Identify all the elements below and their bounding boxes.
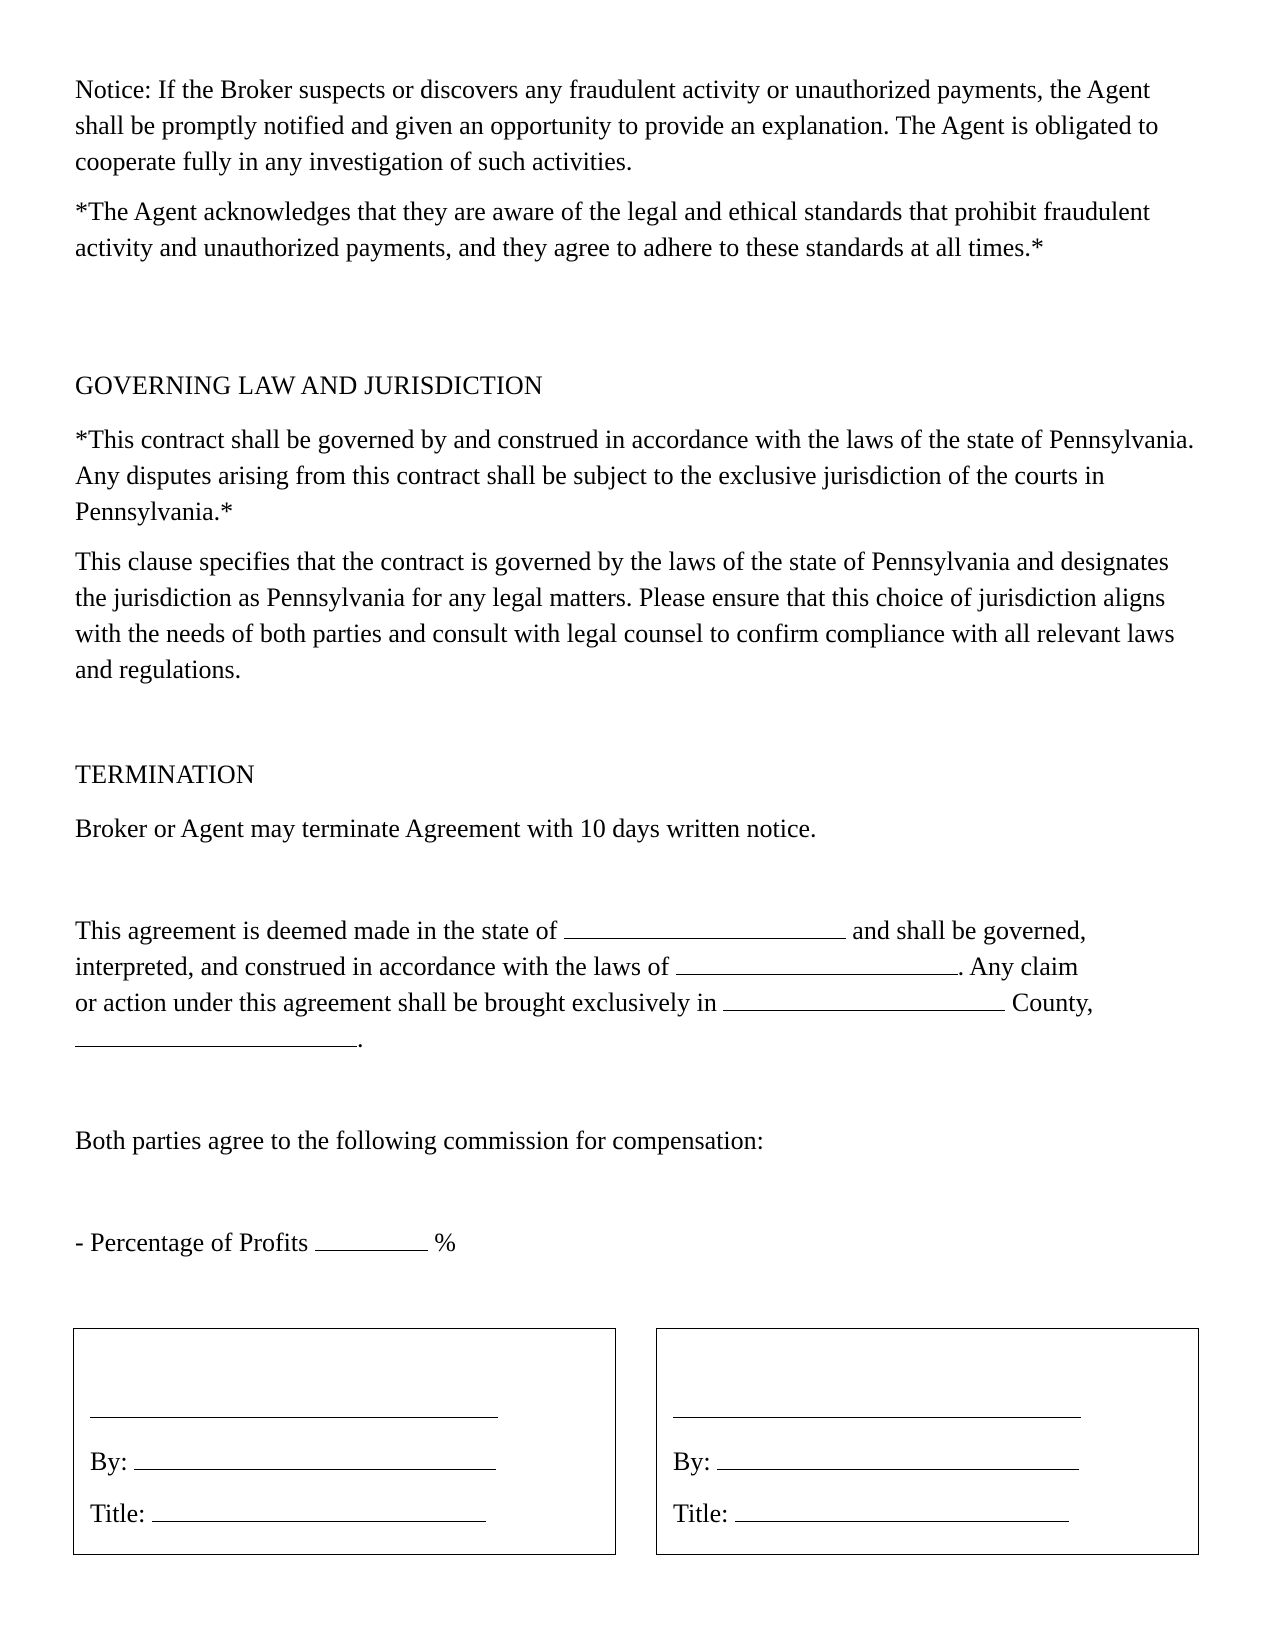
by-label: By:	[673, 1447, 711, 1476]
title-blank-field[interactable]	[735, 1499, 1069, 1522]
title-label: Title:	[673, 1499, 729, 1528]
county-state-blank-field[interactable]	[75, 1024, 357, 1047]
agreement-state-text: and shall be governed,	[852, 916, 1087, 945]
signature-box-agent	[656, 1328, 1199, 1555]
percentage-unit: %	[434, 1228, 456, 1257]
signature-title-field	[90, 1496, 486, 1532]
agreement-state-line-4	[75, 1021, 364, 1057]
agreement-state-text: This agreement is deemed made in the state of	[75, 916, 558, 945]
governing-law-heading: GOVERNING LAW AND JURISDICTION	[75, 371, 543, 400]
agreement-state-text: interpreted, and construed in accordance with the laws of	[75, 952, 670, 981]
signature-by-field	[673, 1444, 1079, 1480]
agent-acknowledgement: *The Agent acknowledges that they are aware of the legal and ethical standards that prohibit fraudulent activity and unauthorized payments, and they agree to adhere to these standards at all times.*	[75, 197, 1150, 262]
agreement-state-text: or action under this agreement shall be brought exclusively in	[75, 988, 717, 1017]
signature-box-broker	[73, 1328, 616, 1555]
state-blank-field[interactable]	[564, 916, 846, 939]
percentage-blank-field[interactable]	[315, 1228, 428, 1251]
title-label: Title:	[90, 1499, 146, 1528]
title-blank-field[interactable]	[152, 1499, 486, 1522]
by-blank-field[interactable]	[717, 1447, 1079, 1470]
agreement-state-line-1	[75, 913, 1086, 949]
agreement-state-line-2	[75, 949, 1078, 985]
signature-line[interactable]	[90, 1417, 498, 1418]
by-blank-field[interactable]	[134, 1447, 496, 1470]
signature-by-field	[90, 1444, 496, 1480]
compensation-intro: Both parties agree to the following commission for compensation:	[75, 1126, 764, 1155]
governing-law-clause: *This contract shall be governed by and construed in accordance with the laws of the state of Pennsylvania. Any disputes arising from this contract shall be subject to the exclusive jurisdiction of the courts in Pennsylvania.*	[75, 425, 1195, 526]
notice-paragraph: Notice: If the Broker suspects or discovers any fraudulent activity or unauthorized payments, the Agent shall be promptly notified and given an opportunity to provide an explanation. The Agent is obligated to cooperate fully in any investigation of such activities.	[75, 75, 1159, 176]
by-label: By:	[90, 1447, 128, 1476]
percentage-label: - Percentage of Profits	[75, 1228, 309, 1257]
signature-line[interactable]	[673, 1417, 1081, 1418]
signature-title-field	[673, 1496, 1069, 1532]
county-blank-field[interactable]	[723, 988, 1005, 1011]
agreement-state-text: County,	[1011, 988, 1094, 1017]
agreement-state-text: . Any claim	[957, 952, 1079, 981]
agreement-state-line-3	[75, 985, 1093, 1021]
laws-of-blank-field[interactable]	[676, 952, 958, 975]
termination-heading: TERMINATION	[75, 760, 255, 789]
termination-text: Broker or Agent may terminate Agreement with 10 days written notice.	[75, 814, 817, 843]
governing-law-explanation: This clause specifies that the contract is governed by the laws of the state of Pennsylvania and designates the jurisdiction as Pennsylvania for any legal matters. Please ensure that this choice of jurisdiction aligns with the needs of both parties and consult with legal counsel to confirm compliance with all relevant laws and regulations.	[75, 547, 1175, 684]
agreement-state-text: .	[357, 1024, 364, 1053]
percentage-of-profits-line	[75, 1225, 456, 1261]
